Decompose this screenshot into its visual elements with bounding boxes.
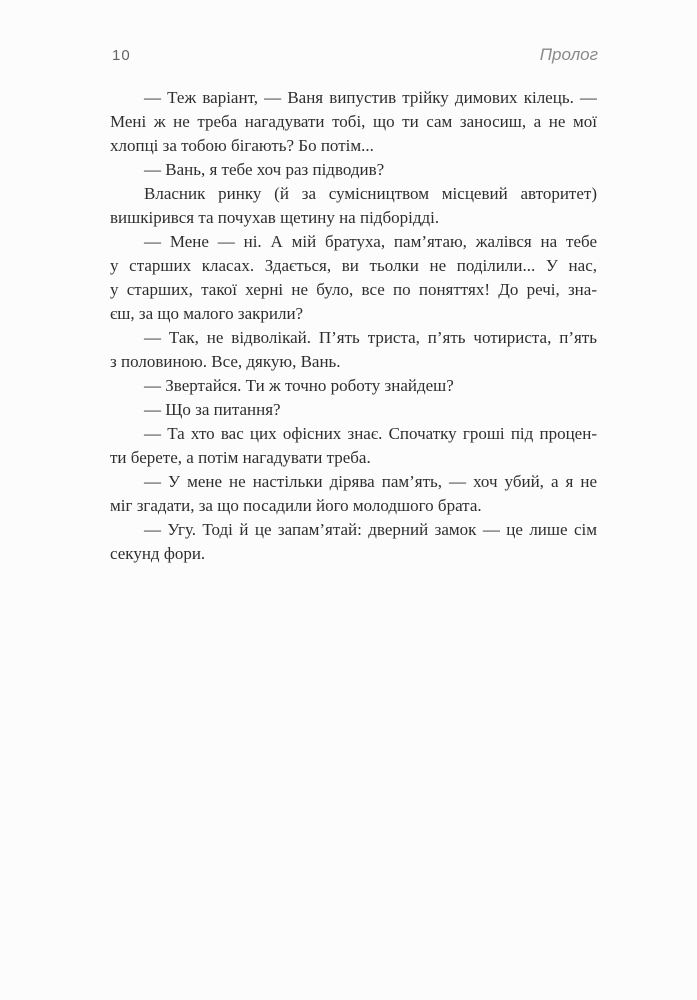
paragraph xyxy=(110,86,597,158)
text-line: — Та хто вас цих офісних знає. Спочатку гроші під процен- xyxy=(144,424,597,443)
paragraph xyxy=(110,470,597,518)
text-line: Власник ринку (й за сумісництвом місцевий авторитет) xyxy=(144,184,597,203)
text-line: — Так, не відволікай. П’ять триста, п’ять чотириста, п’ять xyxy=(144,328,597,347)
text-line: Мені ж не треба нагадувати тобі, що ти сам заносиш, а не мої xyxy=(110,112,597,131)
text-line: — Що за питання? xyxy=(144,400,281,419)
text-line: секунд фори. xyxy=(110,544,206,563)
paragraph xyxy=(110,398,597,422)
chapter-running-head: Пролог xyxy=(539,45,598,64)
text-line: хлопці за тобою бігають? Бо потім... xyxy=(110,136,374,155)
text-line: — Угу. Тоді й це запам’ятай: дверний замок — це лише сім xyxy=(144,520,597,539)
text-line: вишкірився та почухав щетину на підборідді. xyxy=(110,208,440,227)
text-line: міг згадати, за що посадили його молодшого брата. xyxy=(110,496,482,515)
text-line: — Звертайся. Ти ж точно роботу знайдеш? xyxy=(144,376,454,395)
page-number: 10 xyxy=(112,47,131,64)
paragraph xyxy=(110,158,597,182)
paragraph xyxy=(110,374,597,398)
text-block xyxy=(110,86,597,566)
text-line: з половиною. Все, дякую, Вань. xyxy=(110,352,341,371)
text-line: — Теж варіант, — Ваня випустив трійку димових кілець. — xyxy=(144,88,597,107)
paragraph xyxy=(110,230,597,326)
text-line: ти берете, а потім нагадувати треба. xyxy=(110,448,371,467)
text-line: — Мене — ні. А мій братуха, пам’ятаю, жалівся на тебе xyxy=(144,232,597,251)
paragraph xyxy=(110,422,597,470)
paragraph xyxy=(110,326,597,374)
text-line: у старших класах. Здається, ви тьолки не поділили... У нас, xyxy=(110,256,597,275)
text-line: єш, за що малого закрили? xyxy=(110,304,304,323)
text-line: — Вань, я тебе хоч раз підводив? xyxy=(144,160,385,179)
text-line: у старших, такої херні не було, все по поняттях! До речі, зна- xyxy=(110,280,597,299)
text-line: — У мене не настільки дірява пам’ять, — хоч убий, а я не xyxy=(144,472,597,491)
paragraph xyxy=(110,182,597,230)
paragraph xyxy=(110,518,597,566)
running-header xyxy=(112,45,598,67)
